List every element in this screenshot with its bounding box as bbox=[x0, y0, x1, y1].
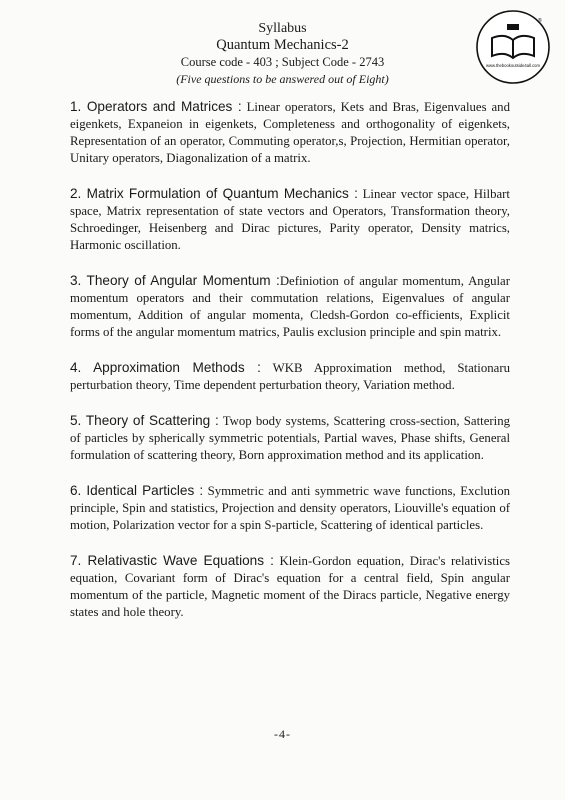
section-approximation-methods bbox=[70, 359, 510, 394]
syllabus-content bbox=[70, 98, 510, 639]
section-body: Klein-Gordon equation, Dirac's relativistics equation, Covariant form of Dirac's equation for a central field, Spin angular momentum of the particle, Magnetic moment of the Diracs particle, Negative energy states and hole theory. bbox=[70, 554, 510, 619]
section-matrix-formulation bbox=[70, 185, 510, 254]
header-course-name: Quantum Mechanics-2 bbox=[216, 37, 349, 53]
section-title: 7. Relativastic Wave Equations : bbox=[70, 553, 274, 568]
section-body: Linear operators, Kets and Bras, Eigenvalues and eigenkets, Expaneion in eigenkets, Completeness and orthogonality of eigenkets, Representation of an operator, Commuting operator,s, Projection, Hermitian operator, Unitary operators, Diagonalization of a matrix. bbox=[70, 100, 510, 165]
section-title: 3. Theory of Angular Momentum : bbox=[70, 273, 280, 288]
header-instructions: (Five questions to be answered out of Eight) bbox=[176, 72, 389, 86]
section-title: 5. Theory of Scattering : bbox=[70, 413, 219, 428]
section-body: WKB Approximation method, Stationaru perturbation theory, Time dependent perturbation theory, Variation method. bbox=[70, 361, 510, 392]
page-number: -4- bbox=[274, 727, 291, 741]
header-course-code: Course code - 403 ; Subject Code - 2743 bbox=[180, 55, 385, 69]
section-theory-of-scattering bbox=[70, 412, 510, 464]
section-identical-particles bbox=[70, 482, 510, 534]
book-logo-icon bbox=[474, 8, 552, 86]
section-relativistic-wave-equations bbox=[70, 552, 510, 621]
section-angular-momentum bbox=[70, 272, 510, 341]
section-body: Symmetric and anti symmetric wave functions, Exclution principle, Spin and statistics, Projection and density operators, Liouville's equation of motion, Polarization vector for a spin S-particle, Scattering of identical particles. bbox=[70, 484, 510, 532]
section-title: 4. Approximation Methods : bbox=[70, 360, 261, 375]
section-title: 2. Matrix Formulation of Quantum Mechanics : bbox=[70, 186, 358, 201]
svg-text:®: ® bbox=[538, 18, 542, 24]
section-title: 6. Identical Particles : bbox=[70, 483, 204, 498]
header-title: Syllabus bbox=[258, 21, 307, 36]
section-body: Definiotion of angular momentum, Angular momentum operators and their commutation relations, Eigenvalues of angular momentum, Addition of angular momenta, Cledsh-Gordon co-efficients, Explicit forms of the angular momentum matrics, Paulis exclusion principle and spin matrix. bbox=[70, 274, 511, 339]
section-body: Linear vector space, Hilbart space, Matrix representation of state vectors and Operators, Transformation theory, Schroedinger, Heisenberg and Dirac pictures, Parity operator, Density matrics, Harmonic oscillation. bbox=[70, 187, 510, 252]
section-title: 1. Operators and Matrices : bbox=[70, 99, 242, 114]
section-body: Twop body systems, Scattering cross-section, Sattering of particles by spherically symmetric potentials, Partial waves, Phase shifts, General formulation of scattering theory, Born approximation method and its application. bbox=[70, 414, 510, 462]
logo-text: www.thebookoutside4all.com bbox=[485, 63, 541, 68]
section-operators-matrices bbox=[70, 98, 510, 167]
